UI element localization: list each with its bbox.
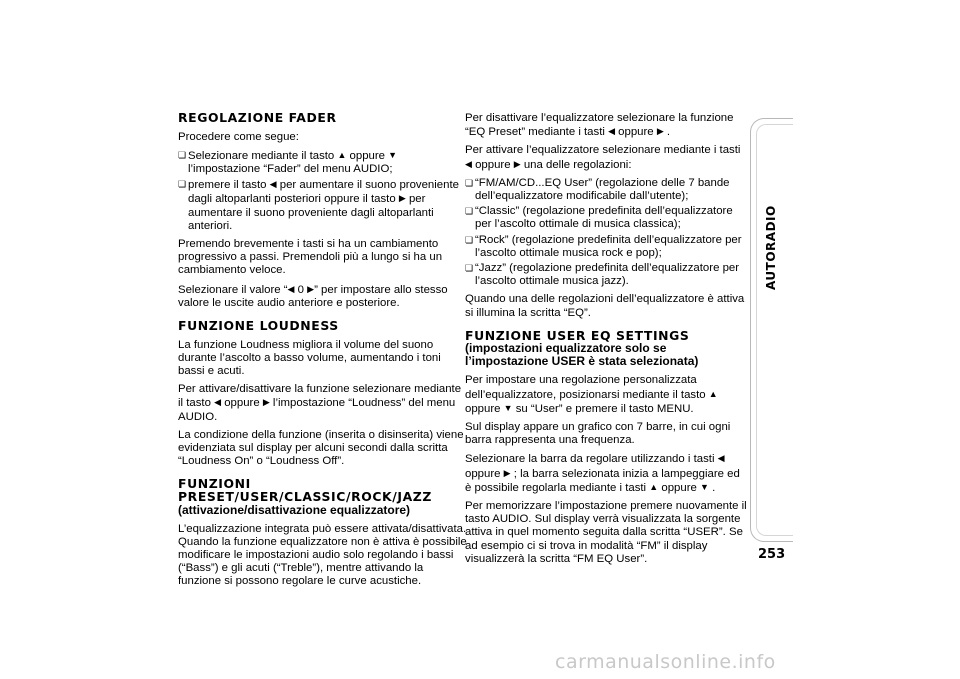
paragraph: L’equalizzazione integrata può essere attivata/disattivata. Quando la funzione equalizzatore non è attiva è possibile modificare le impostazioni audio solo regolando i bassi (“Bass”) e gli acuti (“Treble”), mentre attivando la funzione si possono regolare le curve acustiche. <box>178 522 467 588</box>
arrow-up-icon: ▲ <box>337 149 347 160</box>
list-item: ❏ “Jazz” (regolazione predefinita dell’equalizzatore per l’ascolto ottimale musica jazz). <box>465 262 747 288</box>
paragraph: La funzione Loudness migliora il volume del suono durante l’ascolto a basso volume, aumentando i toni bassi e acuti. <box>178 338 441 378</box>
heading-user-eq: FUNZIONE USER EQ SETTINGS (impostazioni equalizzatore solo se l’impostazione USER è stata selezionata) <box>465 330 747 369</box>
heading-fader: REGOLAZIONE FADER <box>178 110 337 125</box>
paragraph: Quando una delle regolazioni dell’equalizzatore è attiva si illumina la scritta “EQ”. <box>465 293 745 319</box>
right-column <box>465 112 747 571</box>
arrow-up-icon: ▲ <box>649 481 659 492</box>
bullet-list <box>178 149 468 233</box>
paragraph: Premendo brevemente i tasti si ha un cambiamento progressivo a passi. Premendoli più a lungo si ha un cambiamento veloce. <box>178 238 443 277</box>
arrow-down-icon: ▼ <box>388 149 398 160</box>
page-number: 253 <box>758 547 786 562</box>
arrow-left-icon: ◀ <box>465 158 472 169</box>
arrow-right-icon: ▶ <box>513 158 521 169</box>
bullet-list <box>465 177 747 289</box>
list-item: ❏ “Rock” (regolazione predefinita dell’equalizzatore per l’ascolto ottimale musica rock e pop); <box>465 234 747 260</box>
heading-preset: FUNZIONI PRESET/USER/CLASSIC/ROCK/JAZZ (attivazione/disattivazione equalizzatore) <box>178 478 468 516</box>
paragraph: Per disattivare l’equalizzatore selezionare la funzione “EQ Preset” mediante i tasti ◀ oppure ▶ . <box>465 112 734 139</box>
arrow-right-icon: ▶ <box>307 283 315 294</box>
watermark: carmanualsonline.info <box>555 651 776 673</box>
arrow-right-icon: ▶ <box>398 193 406 204</box>
paragraph: La condizione della funzione (inserita o disinserita) viene evidenziata sul display per alcuni secondi dalla scritta “Loudness On” o “Loudness Off”. <box>178 428 464 468</box>
arrow-right-icon: ▶ <box>262 397 270 408</box>
heading-subtitle: (attivazione/disattivazione equalizzatore) <box>178 502 411 517</box>
paragraph: Per memorizzare l’impostazione premere nuovamente il tasto AUDIO. Sul display verrà visualizzata la sorgente attiva in quel momento seguita dalla scritta “USER”. Se ad esempio ci si trova in modalità “FM” il display visualizzerà la scritta “FM EQ User”. <box>465 500 747 565</box>
arrow-left-icon: ◀ <box>214 397 222 408</box>
paragraph: Procedere come segue: <box>178 130 299 143</box>
arrow-left-icon: ◀ <box>287 283 295 294</box>
arrow-down-icon: ▼ <box>503 402 513 413</box>
arrow-left-icon: ◀ <box>717 453 725 464</box>
list-item: ❏ premere il tasto ◀ per aumentare il suono proveniente dagli altoparlanti posteriori oppure il tasto ▶ per aumentare il suono proveniente dagli altoparlanti anteriori. <box>178 178 468 233</box>
arrow-left-icon: ◀ <box>269 179 277 190</box>
section-tab-label: AUTORADIO <box>764 205 778 290</box>
left-column <box>178 112 468 594</box>
paragraph: Sul display appare un grafico con 7 barre, in cui ogni barra rappresenta una frequenza. <box>465 421 731 447</box>
arrow-right-icon: ▶ <box>503 467 511 478</box>
paragraph: Per attivare l’equalizzatore selezionare mediante i tasti ◀ oppure ▶ una delle regolazioni: <box>465 144 741 171</box>
list-item: ❏ “FM/AM/CD...EQ User” (regolazione delle 7 bande dell’equalizzatore modificabile dall’utente); <box>465 177 747 203</box>
section-tab-inner <box>756 124 793 536</box>
paragraph: Per impostare una regolazione personalizzata dell’equalizzatore, posizionarsi mediante il tasto ▲ oppure ▼ su “User” e premere il tasto MENU. <box>465 374 718 415</box>
arrow-left-icon: ◀ <box>608 126 615 137</box>
arrow-up-icon: ▲ <box>708 388 718 399</box>
arrow-down-icon: ▼ <box>700 481 709 492</box>
heading-subtitle: (impostazioni equalizzatore solo se l’impostazione USER è stata selezionata) <box>465 341 699 369</box>
heading-loudness: FUNZIONE LOUDNESS <box>178 318 339 334</box>
arrow-right-icon: ▶ <box>656 126 664 137</box>
paragraph: Per attivare/disattivare la funzione selezionare mediante il tasto ◀ oppure ▶ l’impostazione “Loudness” del menu AUDIO. <box>178 383 462 423</box>
paragraph: Selezionare la barra da regolare utilizzando i tasti ◀ oppure ▶ ; la barra selezionata inizia a lampeggiare ed è possibile regolarla mediante i tasti ▲ oppure ▼ . <box>465 453 740 494</box>
list-item: ❏ “Classic” (regolazione predefinita dell’equalizzatore per l’ascolto ottimale di musica classica); <box>465 205 747 231</box>
list-item: ❏ Selezionare mediante il tasto ▲ oppure ▼ l’impostazione “Fader” del menu AUDIO; <box>178 149 468 176</box>
paragraph: Selezionare il valore “◀ 0 ▶” per impostare allo stesso valore le uscite audio anteriore e posteriore. <box>178 283 448 309</box>
